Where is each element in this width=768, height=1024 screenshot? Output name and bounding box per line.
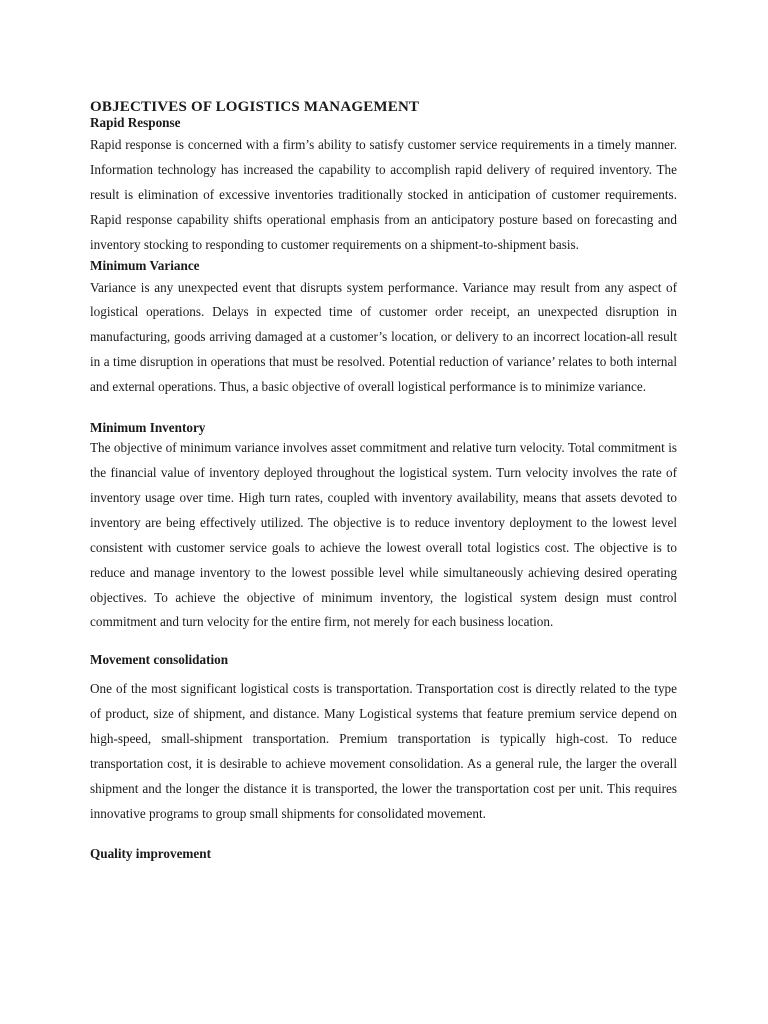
section-heading-movement-consolidation: Movement consolidation bbox=[90, 652, 229, 668]
section-rapid-response bbox=[90, 115, 677, 258]
paragraph-rapid-response: Rapid response is concerned with a firm’s ability to satisfy customer service requirements in a timely manner. Information technology has increased the capability to accomplish rapid delivery of required inventory. The result is elimination of excessive inventories traditionally stocked in anticipation of customer requirements. Rapid response capability shifts operational emphasis from an anticipatory posture based on forecasting and inventory stocking to responding to customer requirements on a shipment-to-shipment basis. bbox=[90, 137, 677, 252]
document-title: OBJECTIVES OF LOGISTICS MANAGEMENT bbox=[90, 99, 420, 115]
paragraph-movement-consolidation: One of the most significant logistical costs is transportation. Transportation cost is directly related to the type of product, size of shipment, and distance. Many Logistical systems that feature premium service depend on high-speed, small-shipment transportation. Premium transportation is typically high-cost. To reduce transportation cost, it is desirable to achieve movement consolidation. As a general rule, the larger the overall shipment and the longer the distance it is transported, the lower the transportation cost per unit. This requires innovative programs to group small shipments for consolidated movement. bbox=[90, 681, 677, 821]
paragraph-minimum-inventory: The objective of minimum variance involves asset commitment and relative turn velocity. Total commitment is the financial value of inventory deployed throughout the logistical system. Turn velocity involves the rate of inventory usage over time. High turn rates, coupled with inventory availability, means that assets devoted to inventory are being effectively utilized. The objective is to reduce inventory deployment to the lowest level consistent with customer service goals to achieve the lowest overall total logistics cost. The objective is to reduce and manage inventory to the lowest possible level while simultaneously achieving desired operating objectives. To achieve the objective of minimum inventory, the logistical system design must control commitment and turn velocity for the entire firm, not merely for each business location. bbox=[90, 440, 677, 630]
section-quality-improvement bbox=[90, 846, 677, 862]
paragraph-minimum-variance: Variance is any unexpected event that disrupts system performance. Variance may result from any aspect of logistical operations. Delays in expected time of customer order receipt, an unexpected disruption in manufacturing, goods arriving damaged at a customer’s location, or delivery to an incorrect location-all result in a time disruption in operations that must be resolved. Potential reduction of variance’ relates to both internal and external operations. Thus, a basic objective of overall logistical performance is to minimize variance. bbox=[90, 279, 677, 395]
section-movement-consolidation bbox=[90, 652, 677, 826]
section-heading-rapid-response: Rapid Response bbox=[90, 115, 181, 130]
section-heading-minimum-variance: Minimum Variance bbox=[90, 257, 200, 273]
document-page bbox=[90, 96, 677, 862]
section-minimum-inventory bbox=[90, 420, 677, 635]
section-heading-minimum-inventory: Minimum Inventory bbox=[90, 420, 206, 436]
section-minimum-variance bbox=[90, 258, 677, 401]
section-heading-quality-improvement: Quality improvement bbox=[90, 845, 211, 861]
